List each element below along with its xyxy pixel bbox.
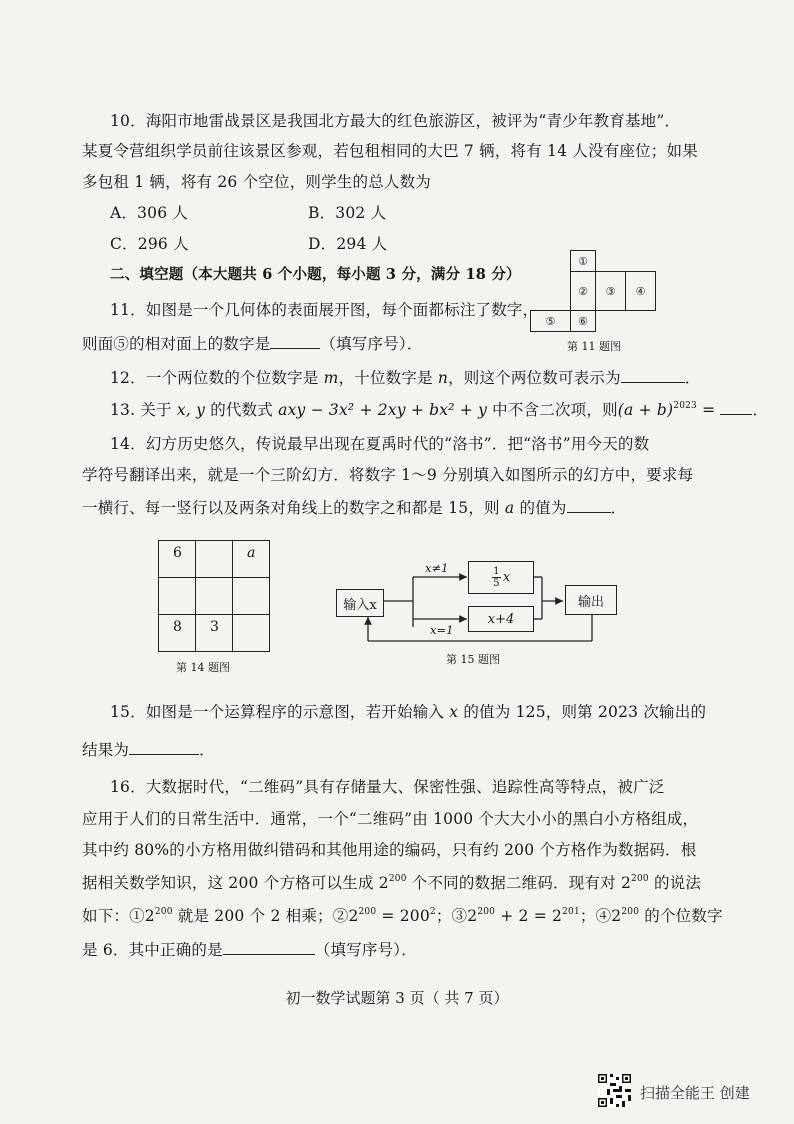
q15-line2-text: 结果为 bbox=[82, 741, 130, 759]
q16-line6 bbox=[82, 940, 417, 960]
section-2-title: 二、填空题（本大题共 6 个小题，每小题 3 分，满分 18 分） bbox=[110, 266, 521, 283]
q16-exp-200-e: 200 bbox=[477, 907, 496, 917]
q11-answer-blank bbox=[270, 334, 320, 349]
q11-line1: 11．如图是一个几何体的表面展开图，每个面都标注了数字， bbox=[110, 301, 539, 319]
flow-op-top-box bbox=[468, 561, 534, 594]
q16-line4-mid: 个不同的数据二维码．现有对 2 bbox=[406, 874, 632, 892]
q16-line4 bbox=[82, 873, 701, 896]
magic-cell-6 bbox=[232, 577, 270, 615]
q10-option-d: D．294 人 bbox=[308, 235, 388, 253]
qr-code-icon bbox=[598, 1074, 631, 1107]
q16-stmt-2-rhs: = 200 bbox=[376, 907, 430, 925]
flow-op-top-numerator: 1 bbox=[493, 566, 500, 577]
q12-text: 12．一个两位数的个位数字是 bbox=[110, 369, 324, 387]
q11-line2-text: 则面⑤的相对面上的数字是 bbox=[82, 335, 271, 353]
q14-var-a: a bbox=[504, 499, 515, 517]
flow-condition-bottom: x=1 bbox=[430, 623, 454, 637]
q14-end: ． bbox=[610, 499, 627, 517]
q10-line1: 10．海阳市地雷战景区是我国北方最大的红色旅游区，被评为“青少年教育基地”． bbox=[110, 112, 681, 130]
net-face-3: ③ bbox=[595, 271, 626, 311]
q10-line2: 某夏令营组织学员前往该景区参观，若包租相同的大巴 7 辆，将有 14 人没有座位；如果 bbox=[82, 142, 698, 160]
q16-answer-blank bbox=[223, 940, 315, 955]
magic-cell-5 bbox=[195, 577, 233, 615]
q10-option-c: C．296 人 bbox=[110, 235, 189, 253]
watermark-text: 扫描全能王 创建 bbox=[640, 1084, 750, 1102]
flow-condition-top: x≠1 bbox=[425, 561, 449, 575]
magic-cell-8: 3 bbox=[195, 614, 233, 652]
q12-answer-blank bbox=[621, 368, 685, 383]
q16-stmt-3-rhs: + 2 = 2 bbox=[495, 907, 563, 925]
magic-cell-3: a bbox=[232, 540, 270, 578]
q15-line1-tail: 的值为 125，则第 2023 次输出的 bbox=[458, 703, 707, 721]
q15-line1-text: 15．如图是一个运算程序的示意图，若开始输入 bbox=[110, 703, 450, 721]
net-face-2: ② bbox=[570, 271, 596, 311]
q15-end: ． bbox=[199, 741, 215, 759]
q13-expression: axy − 3x² + 2xy + bx² + y bbox=[278, 401, 488, 419]
q15-var-x: x bbox=[449, 703, 459, 721]
q16-exp-200-f: 200 bbox=[621, 907, 640, 917]
q16-exp-200-b: 200 bbox=[631, 874, 649, 884]
q11-line2 bbox=[82, 334, 423, 354]
q13-text: 13. 关于 bbox=[110, 401, 177, 419]
q12-end: ． bbox=[684, 369, 701, 387]
q16-exp-200-a: 200 bbox=[388, 874, 407, 884]
flow-input-box: 输入x bbox=[336, 589, 384, 617]
q16-line1: 16．大数据时代，“二维码”具有存储量大、保密性强、追踪性高等特点，被广泛 bbox=[110, 778, 665, 796]
q16-exp-201: 201 bbox=[562, 907, 580, 917]
q14-line2: 学符号翻译出来，就是一个三阶幻方．将数字 1～9 分别填入如图所示的幻方中，要求每 bbox=[82, 466, 694, 484]
q16-exp-200-d: 200 bbox=[358, 907, 377, 917]
q13-vars: x, y bbox=[176, 401, 206, 419]
flow-op-top-var: x bbox=[502, 570, 511, 585]
magic-cell-1: 6 bbox=[158, 540, 196, 578]
q12-text-mid: ，十位数字是 bbox=[338, 369, 438, 387]
q16-exp-2: 2 bbox=[429, 907, 436, 917]
q14-line1: 14．幻方历史悠久，传说最早出现在夏禹时代的“洛书”．把“洛书”用今天的数 bbox=[110, 435, 650, 453]
q14-line3-tail: 的值为 bbox=[514, 499, 567, 517]
magic-cell-7: 8 bbox=[158, 614, 196, 652]
net-face-4: ④ bbox=[625, 271, 656, 311]
flow-op-top-denominator: 5 bbox=[493, 578, 500, 589]
q10-option-b: B．302 人 bbox=[308, 204, 387, 222]
magic-cell-9 bbox=[232, 614, 270, 652]
flow-op-bottom-box: x+4 bbox=[468, 606, 534, 632]
q12-var-n: n bbox=[437, 369, 449, 387]
q16-line4-tail: 的说法 bbox=[648, 874, 702, 892]
q12-var-m: m bbox=[323, 369, 339, 387]
q10-line3: 多包租 1 辆，将有 26 个空位，则学生的总人数为 bbox=[82, 173, 431, 191]
q16-line2: 应用于人们的日常生活中．通常，一个“二维码”由 1000 个大大小小的黑白小方格组成， bbox=[82, 810, 699, 828]
q11-line2-tail: （填写序号）． bbox=[320, 335, 423, 353]
net-face-1: ① bbox=[570, 250, 596, 272]
q15-answer-blank bbox=[129, 740, 199, 755]
q16-stmt-4: ；④2 bbox=[579, 907, 622, 925]
magic-cell-2 bbox=[195, 540, 233, 578]
q13-power-base: (a + b) bbox=[617, 401, 674, 419]
page-footer: 初一数学试题第 3 页（ 共 7 页） bbox=[285, 989, 509, 1007]
figure-14-caption: 第 14 题图 bbox=[176, 661, 230, 674]
q13-equals: = bbox=[697, 401, 721, 419]
q10-option-a: A．306 人 bbox=[110, 204, 189, 222]
q13-answer-blank bbox=[720, 400, 752, 415]
q15-line1 bbox=[110, 702, 706, 722]
q16-stmt-3: ；③2 bbox=[435, 907, 478, 925]
q13-text-mid: 的代数式 bbox=[205, 401, 279, 419]
net-face-5: ⑤ bbox=[530, 310, 571, 332]
net-face-6: ⑥ bbox=[570, 310, 596, 332]
q13-text-post: 中不含二次项，则 bbox=[487, 401, 618, 419]
figure-11-caption: 第 11 题图 bbox=[567, 340, 621, 353]
q16-line6-text: 是 6．其中正确的是 bbox=[82, 941, 223, 959]
q12-text-post: ，则这个两位数可表示为 bbox=[448, 369, 621, 387]
q12-line bbox=[110, 368, 700, 388]
q14-line3 bbox=[82, 498, 626, 518]
q16-line6-tail: （填写序号）． bbox=[314, 941, 417, 959]
q15-line2 bbox=[82, 740, 215, 760]
q16-line3: 其中约 80%的小方格用做纠错码和其他用途的编码，只有约 200 个方格作为数据码．根 bbox=[82, 841, 697, 859]
q16-stmt-1: 如下：①2 bbox=[82, 907, 155, 925]
figure-15-caption: 第 15 题图 bbox=[446, 653, 500, 666]
q16-line5 bbox=[82, 906, 723, 929]
q16-exp-200-c: 200 bbox=[154, 907, 173, 917]
q16-stmt-4-tail: 的个位数字 bbox=[639, 907, 723, 925]
q13-power-exponent: 2023 bbox=[673, 401, 697, 411]
magic-cell-4 bbox=[158, 577, 196, 615]
q13-line bbox=[110, 400, 768, 423]
q14-answer-blank bbox=[567, 498, 611, 513]
q13-end: ． bbox=[752, 401, 769, 419]
q14-line3-text: 一横行、每一竖行以及两条对角线上的数字之和都是 15，则 bbox=[82, 499, 505, 517]
q16-line4-text: 据相关数学知识，这 200 个方格可以生成 2 bbox=[82, 874, 389, 892]
flow-op-top-fraction bbox=[492, 566, 501, 589]
q16-stmt-2: 就是 200 个 2 相乘；②2 bbox=[172, 907, 359, 925]
flow-output-box: 输出 bbox=[565, 585, 617, 615]
